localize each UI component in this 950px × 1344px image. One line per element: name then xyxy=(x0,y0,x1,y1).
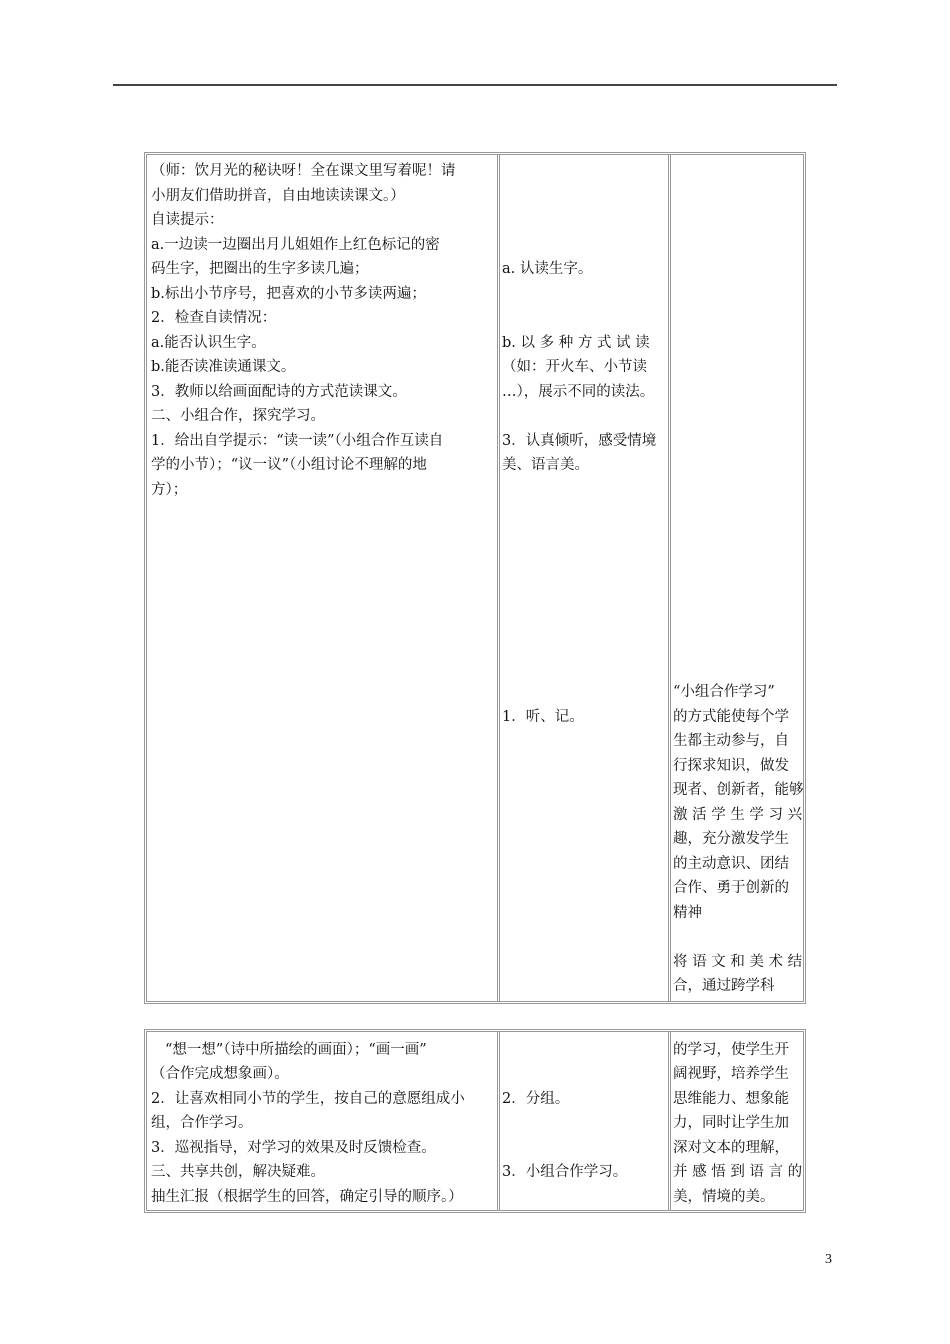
text-line: 抽生汇报（根据学生的回答，确定引导的顺序。） xyxy=(151,1189,463,1205)
page-number: 3 xyxy=(825,1252,832,1267)
text-line: b.能否读准读通课文。 xyxy=(151,359,296,375)
text-line: 2．检查自读情况： xyxy=(151,310,277,326)
text-line: 趣，充分激发学生 xyxy=(673,831,789,847)
text-line: 行探求知识，做发 xyxy=(673,758,789,774)
text-line: 激 活 学 生 学 习 兴 xyxy=(673,807,803,823)
text-line: 精神 xyxy=(673,905,702,921)
text-line: 方）； xyxy=(151,482,188,498)
text-line: …），展示不同的读法。 xyxy=(502,384,655,400)
text-line: 思维能力、想象能 xyxy=(673,1091,789,1107)
teacher-activity-column xyxy=(147,1032,497,1210)
design-intent-column xyxy=(668,155,803,1001)
text-line: a. 认读生字。 xyxy=(502,261,593,277)
text-line: 3．教师以给画面配诗的方式范读课文。 xyxy=(151,384,407,400)
text-line: 学的小节）；“议一议”（小组讨论不理解的地 xyxy=(151,457,427,473)
text-line: （合作完成想象画）。 xyxy=(151,1066,289,1082)
text-line: 1．听、记。 xyxy=(502,709,584,725)
text-line: 2．分组。 xyxy=(502,1091,570,1107)
text-line: 将 语 文 和 美 术 结 xyxy=(673,954,803,970)
text-line: 组，合作学习。 xyxy=(151,1115,253,1131)
text-line: 的主动意识、团结 xyxy=(673,856,789,872)
student-activity-column xyxy=(497,1032,668,1210)
header-rule xyxy=(113,84,837,86)
text-line: 美，情境的美。 xyxy=(673,1189,775,1205)
text-line: 力，同时让学生加 xyxy=(673,1115,789,1131)
text-line: 3．认真倾听，感受情境 xyxy=(502,433,657,449)
text-line: b. 以 多 种 方 式 试 读 xyxy=(502,335,650,351)
lesson-table-2 xyxy=(144,1029,806,1213)
text-line: 合，通过跨学科 xyxy=(673,978,775,994)
student-activity-column xyxy=(497,155,668,1001)
text-line: 生都主动参与，自 xyxy=(673,733,789,749)
text-line: 2．让喜欢相同小节的学生，按自己的意愿组成小 xyxy=(151,1091,465,1107)
text-line: “小组合作学习” xyxy=(673,684,775,700)
text-line: b.标出小节序号，把喜欢的小节多读两遍； xyxy=(151,286,426,302)
text-line: 小朋友们借助拼音，自由地读读课文。） xyxy=(151,188,405,204)
text-line: 美、语言美。 xyxy=(502,457,589,473)
text-line: （如：开火车、小节读 xyxy=(502,359,647,375)
text-line: 3．小组合作学习。 xyxy=(502,1164,628,1180)
text-line: 的学习，使学生开 xyxy=(673,1042,789,1058)
text-line: 自读提示： xyxy=(151,212,224,228)
lesson-table-1 xyxy=(144,152,806,1004)
design-intent-column xyxy=(668,1032,803,1210)
text-line: 合作、勇于创新的 xyxy=(673,880,789,896)
text-line: 阔视野，培养学生 xyxy=(673,1066,789,1082)
text-line: 码生字，把圈出的生字多读几遍； xyxy=(151,261,369,277)
text-line: （师：饮月光的秘诀呀！全在课文里写着呢！请 xyxy=(151,163,456,179)
text-line: 3．巡视指导，对学习的效果及时反馈检查。 xyxy=(151,1140,436,1156)
teacher-activity-column xyxy=(147,155,497,1001)
text-line: 深对文本的理解， xyxy=(673,1140,789,1156)
text-line: a.一边读一边圈出月儿姐姐作上红色标记的密 xyxy=(151,237,440,253)
text-line: 二、小组合作，探究学习。 xyxy=(151,408,325,424)
text-line: 1．给出自学提示：“读一读”（小组合作互读自 xyxy=(151,433,444,449)
text-line: 并 感 悟 到 语 言 的 xyxy=(673,1164,803,1180)
text-line: “想一想”（诗中所描绘的画面）；“画一画” xyxy=(165,1042,427,1058)
text-line: a.能否认识生字。 xyxy=(151,335,266,351)
text-line: 的方式能使每个学 xyxy=(673,709,789,725)
text-line: 三、共享共创，解决疑难。 xyxy=(151,1164,325,1180)
text-line: 现者、创新者，能够 xyxy=(673,782,804,798)
